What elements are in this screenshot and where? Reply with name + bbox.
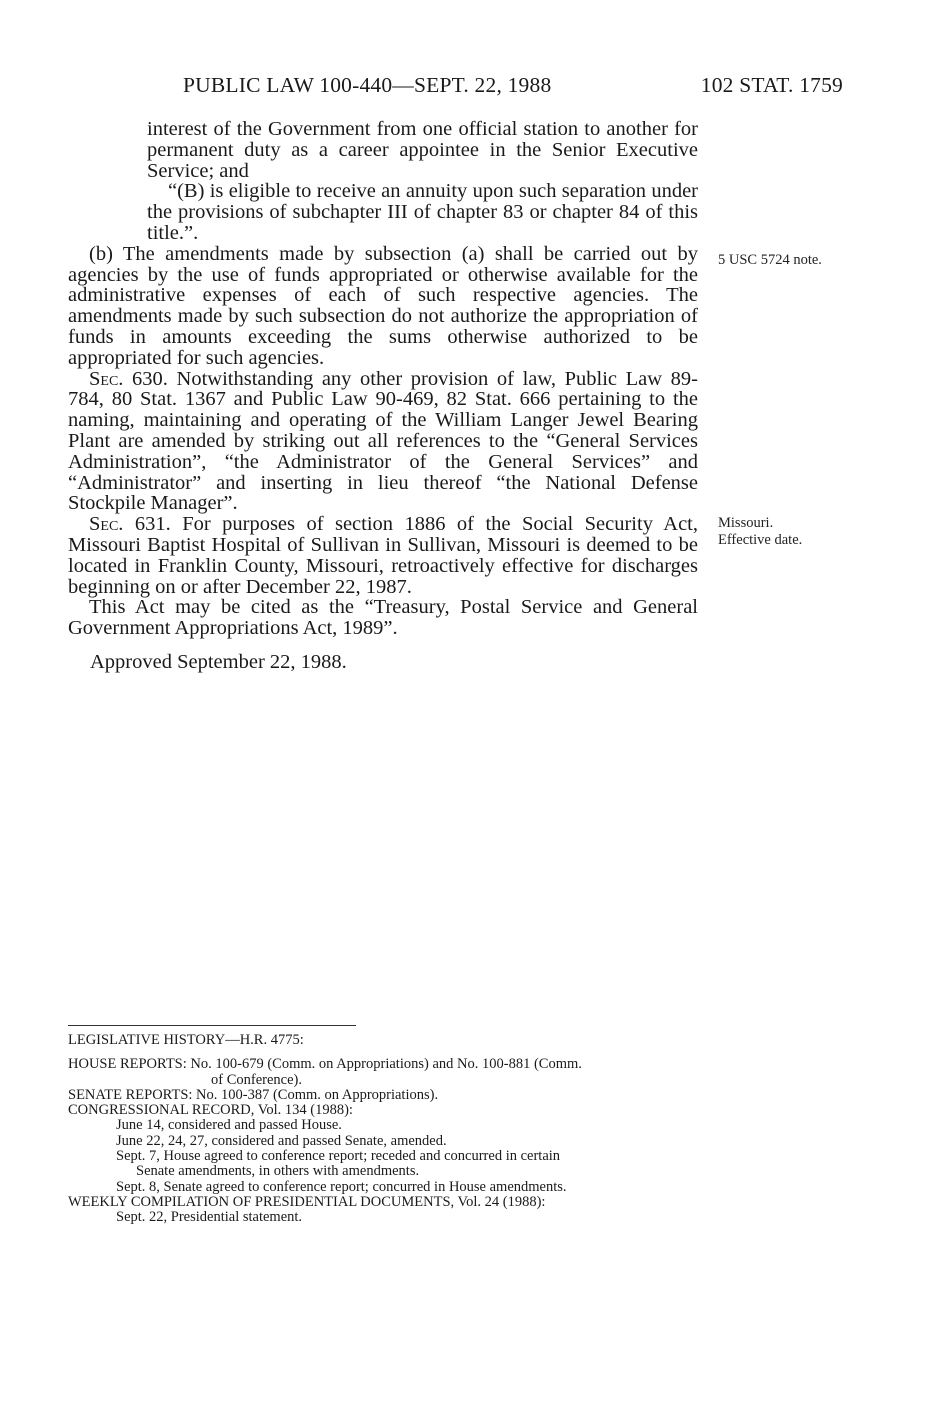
record-entry-sept22: Sept. 22, Presidential statement. xyxy=(116,1209,303,1226)
paragraph-sec-631 xyxy=(68,514,698,597)
paragraph-sec-630 xyxy=(68,369,698,515)
margin-note-effective-date: Effective date. xyxy=(718,532,803,548)
congressional-record-line: CONGRESSIONAL RECORD, Vol. 134 (1988): xyxy=(68,1102,353,1119)
house-reports-line: HOUSE REPORTS: No. 100-679 (Comm. on Appropriations) and No. 100-881 (Comm. xyxy=(68,1056,582,1073)
footnote-divider xyxy=(68,1025,356,1026)
sec-630-text: 630. Notwithstanding any other provision of law, Public Law 89-784, 80 Stat. 1367 and Public Law 90-469, 82 Stat. 666 pertaining to the naming, maintaining and operating of the William Langer Jewel Bearing Plant are amended by striking out all references to the “General Services Administration”, “the Administrator of the General Services” and “Administrator” and inserting in lieu thereof “the National Defense Stockpile Manager”. xyxy=(68,367,698,515)
page-header xyxy=(183,73,843,103)
record-entry-sept8: Sept. 8, Senate agreed to conference report; concurred in House amendments. xyxy=(116,1178,567,1195)
sec-631-text: 631. For purposes of section 1886 of the Social Security Act, Missouri Baptist Hospital of Sullivan in Sullivan, Missouri is deemed to be located in Franklin County, Missouri, retroactively effective for discharges beginning on or after December 22, 1987. xyxy=(68,513,698,598)
margin-note-usc: 5 USC 5724 note. xyxy=(718,252,822,268)
margin-note-missouri: Missouri. xyxy=(718,515,774,531)
record-entry-sept7: Sept. 7, House agreed to conference report; receded and concurred in certain xyxy=(116,1148,561,1165)
weekly-compilation-line: WEEKLY COMPILATION OF PRESIDENTIAL DOCUMENTS, Vol. 24 (1988): xyxy=(68,1193,546,1210)
record-entry-june22: June 22, 24, 27, considered and passed Senate, amended. xyxy=(116,1132,447,1149)
paragraph-continuation: interest of the Government from one official station to another for permanent duty as a career appointee in the Senior Executive Service; and xyxy=(147,118,698,182)
main-text xyxy=(68,119,698,639)
senate-reports-line: SENATE REPORTS: No. 100-387 (Comm. on Appropriations). xyxy=(68,1086,439,1103)
approval-date: Approved September 22, 1988. xyxy=(90,651,347,673)
sec-631-label: Sec. xyxy=(89,513,124,536)
paragraph-citation: This Act may be cited as the “Treasury, Postal Service and General Government Appropriations Act, 1989”. xyxy=(68,596,698,640)
header-law-title: PUBLIC LAW 100-440—SEPT. 22, 1988 xyxy=(183,73,552,97)
header-stat-page: 102 STAT. 1759 xyxy=(700,73,843,97)
paragraph-subsection-b-quote: “(B) is eligible to receive an annuity upon such separation under the provisions of subchapter III of chapter 83 or chapter 84 of this title.”. xyxy=(147,180,698,244)
house-reports-line-cont: of Conference). xyxy=(211,1071,302,1088)
legislative-history xyxy=(68,1033,708,1226)
paragraph-subsection-b: (b) The amendments made by subsection (a) shall be carried out by agencies by the use of funds appropriated or otherwise available for the administrative expenses of each of such respective agencies. The amendments made by such subsection do not authorize the appropriation of funds in amounts exceeding the sums otherwise authorized to be appropriated for such agencies. xyxy=(68,242,698,369)
record-entry-june14: June 14, considered and passed House. xyxy=(116,1117,342,1134)
record-entry-sept7-cont: Senate amendments, in others with amendments. xyxy=(136,1163,420,1180)
legislative-history-title: LEGISLATIVE HISTORY—H.R. 4775: xyxy=(68,1032,304,1048)
sec-630-label: Sec. xyxy=(89,367,124,390)
